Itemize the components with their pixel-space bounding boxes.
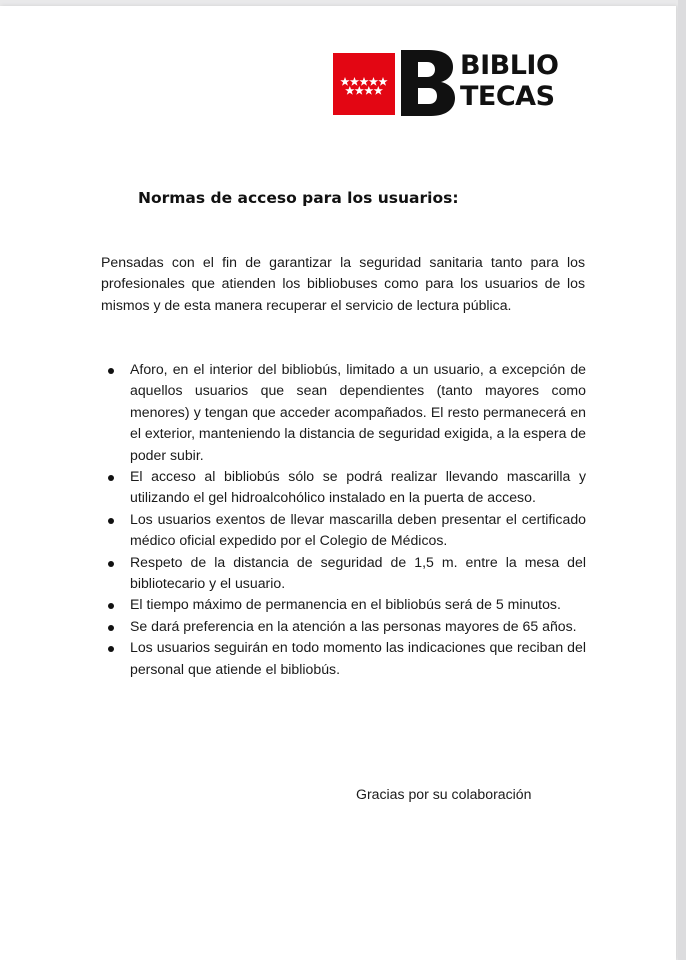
bullet-icon	[108, 518, 114, 524]
bullet-icon	[108, 368, 114, 374]
list-item	[102, 637, 586, 680]
logo-wordmark	[460, 50, 558, 112]
intro-paragraph: Pensadas con el fin de garantizar la seguridad sanitaria tanto para los profesionales que atienden los bibliobuses como para los usuarios de los mismos y de esta manera recuperar el servicio de lectura pública.	[101, 254, 585, 313]
bullet-icon	[108, 561, 114, 567]
document-title: Normas de acceso para los usuarios:	[138, 189, 459, 207]
bullet-icon	[108, 646, 114, 652]
bullet-icon	[108, 625, 114, 631]
document-page	[0, 6, 676, 960]
closing-text: Gracias por su colaboración	[356, 786, 532, 802]
rule-text: El tiempo máximo de permanencia en el bibliobús será de 5 minutos.	[130, 596, 561, 613]
rule-text: El acceso al bibliobús sólo se podrá realizar llevando mascarilla y utilizando el gel hidroalcohólico instalado en la puerta de acceso.	[130, 468, 586, 506]
madrid-flag-icon	[333, 53, 395, 115]
letter-b-icon	[401, 50, 455, 116]
stars-icon	[333, 53, 395, 115]
list-item	[102, 509, 586, 552]
rule-text: Respeto de la distancia de seguridad de 1,5 m. entre la mesa del bibliotecario y el usuario.	[130, 553, 586, 592]
list-item	[102, 466, 586, 509]
bullet-icon	[108, 475, 114, 481]
rule-text: Se dará preferencia en la atención a las personas mayores de 65 años.	[130, 617, 577, 634]
bullet-icon	[108, 603, 114, 609]
list-item	[102, 616, 586, 637]
rule-text: Los usuarios seguirán en todo momento las indicaciones que reciban del personal que atiende el bibliobús.	[130, 639, 586, 677]
rule-text: Los usuarios exentos de llevar mascarilla deben presentar el certificado médico oficial expedido por el Colegio de Médicos.	[130, 510, 586, 549]
logo-word-line2: TECAS	[460, 81, 555, 112]
list-item	[102, 552, 586, 595]
logo-word-line1: BIBLIO	[460, 50, 559, 81]
list-item	[102, 594, 586, 615]
bibliotecas-logo	[333, 50, 593, 114]
rules-list	[102, 359, 586, 680]
rule-text: Aforo, en el interior del bibliobús, limitado a un usuario, a excepción de aquellos usuarios que sean dependientes (tanto mayores como menores) y tengan que acceder acompañados. El resto permanecerá en el exterior, manteniendo la distancia de seguridad exigida, a la espera de poder subir.	[130, 361, 586, 463]
page-edge-shadow	[678, 0, 686, 960]
list-item	[102, 359, 586, 466]
